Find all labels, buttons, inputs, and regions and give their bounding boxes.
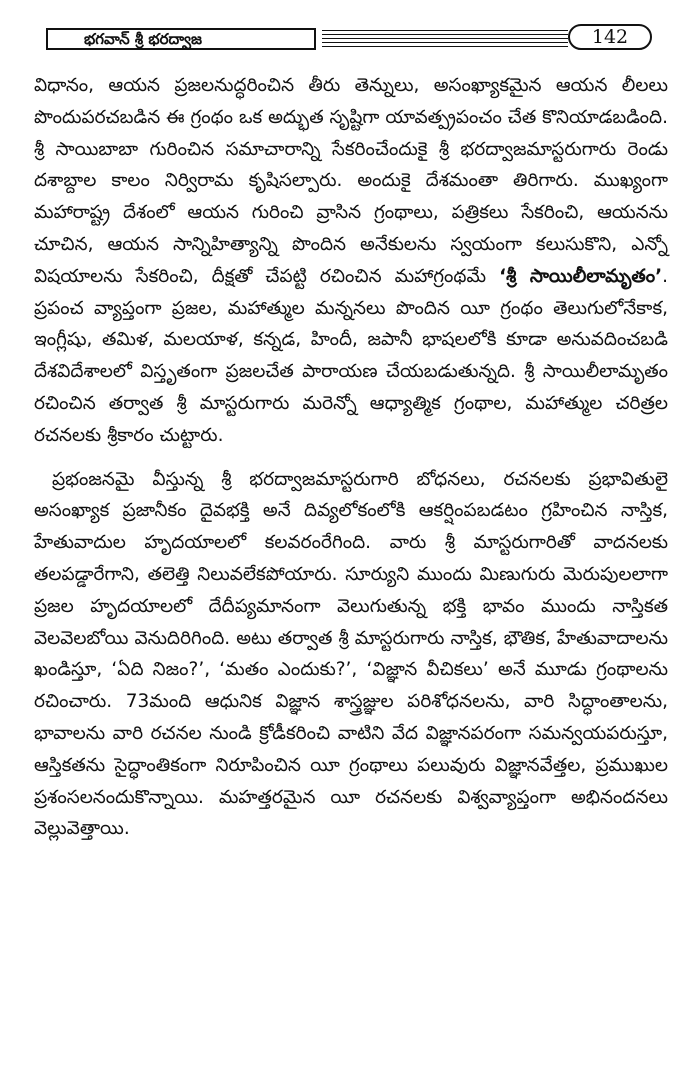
paragraph-1	[34, 70, 668, 452]
paragraph-1-text-start: విధానం, ఆయన ప్రజలనుద్ధరించిన తీరు తెన్నులు, అసంఖ్యాకమైన ఆయన లీలలు పొందుపరచబడిన ఈ గ్రంథం ఒక అద్భుత సృష్టిగా యావత్ప్రపంచం చేత కొనియాడబడింది. శ్రీ సాయిబాబా గురించిన సమాచారాన్ని సేకరించేందుకై శ్రీ భరద్వాజమాస్టరుగారు రెండు దశాబ్దాల కాలం నిర్విరామ కృషిసల్పారు. అందుకై దేశమంతా తిరిగారు. ముఖ్యంగా మహారాష్ట్ర దేశంలో ఆయన గురించి వ్రాసిన గ్రంథాలు, పత్రికలు సేకరించి, ఆయనను చూచిన, ఆయన సాన్నిహిత్యాన్ని పొందిన అనేకులను స్వయంగా కలుసుకొని, ఎన్నో విషయాలను సేకరించి, దీక్షతో చేపట్టి రచించిన మహాగ్రంథమే	[34, 75, 668, 287]
running-header	[46, 22, 652, 52]
page-number: 142	[568, 24, 652, 50]
header-rule-lines	[322, 30, 568, 48]
header-title: భగవాన్ శ్రీ భరద్వాజ	[46, 28, 316, 50]
paragraph-1-text-end: . ప్రపంచ వ్యాప్తంగా ప్రజల, మహాత్ముల మన్ననలు పొందిన యీ గ్రంథం తెలుగులోనేకాక, ఇంగ్లీషు, తమిళ, మలయాళ, కన్నడ, హిందీ, జపానీ భాషలలోకి కూడా అనువదించబడి దేశవిదేశాలలో విస్తృతంగా ప్రజలచేత పారాయణ చేయబడుతున్నది. శ్రీ సాయిలీలామృతం రచించిన తర్వాత శ్రీ మాస్టరుగారు మరెన్నో ఆధ్యాత్మిక గ్రంథాల, మహాత్ముల చరిత్రల రచనలకు శ్రీకారం చుట్టారు.	[34, 265, 669, 446]
paragraph-2: ప్రభంజనమై వీస్తున్న శ్రీ భరద్వాజమాస్టరుగారి బోధనలు, రచనలకు ప్రభావితులై అసంఖ్యాక ప్రజానీకం దైవభక్తి అనే దివ్యలోకంలోకి ఆకర్షింపబడటం గ్రహించిన నాస్తిక, హేతువాదుల హృదయాలలో కలవరంరేగింది. వారు శ్రీ మాస్టరుగారితో వాదనలకు తలపడ్డారేగాని, తలెత్తి నిలువలేకపోయారు. సూర్యుని ముందు మిణుగురు మెరుపులలాగా ప్రజల హృదయాలలో దేదీప్యమానంగా వెలుగుతున్న భక్తి భావం ముందు నాస్తికత వెలవెలబోయి వెనుదిరిగింది. అటు తర్వాత శ్రీ మాస్టరుగారు నాస్తిక, భౌతిక, హేతువాదాలను ఖండిస్తూ, ‘ఏది నిజం?’, ‘మతం ఎందుకు?’, ‘విజ్ఞాన వీచికలు’ అనే మూడు గ్రంథాలను రచించారు. 73మంది ఆధునిక విజ్ఞాన శాస్త్రజ్ఞుల పరిశోధనలను, వారి సిద్ధాంతాలను, భావాలను వారి రచనల నుండి క్రోడీకరించి వాటిని వేద విజ్ఞానపరంగా సమన్వయపరుస్తూ, ఆస్తికతను సైద్ధాంతికంగా నిరూపించిన యీ గ్రంథాలు పలువురు విజ్ఞానవేత్తల, ప్రముఖుల ప్రశంసలనందుకొన్నాయి. మహత్తరమైన యీ రచనలకు విశ్వవ్యాప్తంగా అభినందనలు వెల్లువెత్తాయి.	[34, 468, 668, 840]
page-body	[34, 70, 668, 845]
book-title-emphasis: ‘శ్రీ సాయిలీలామృతం’	[499, 265, 663, 287]
